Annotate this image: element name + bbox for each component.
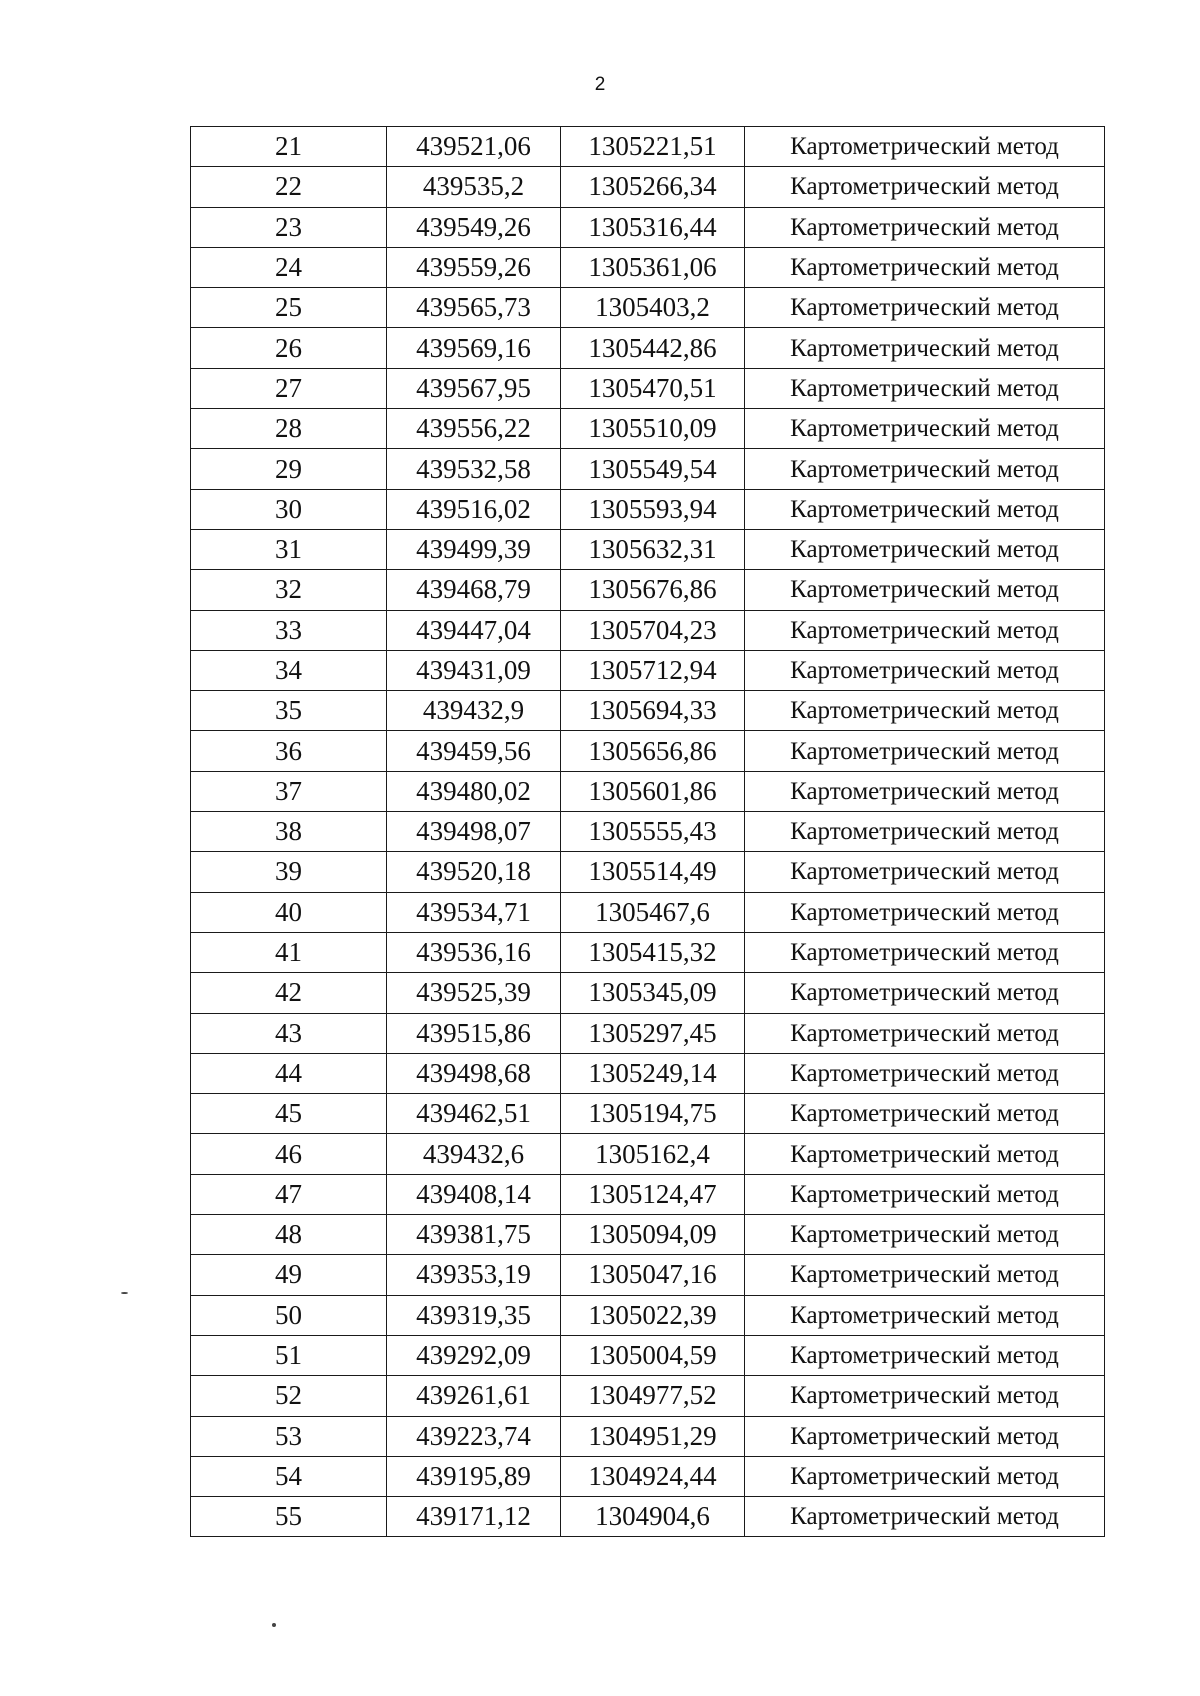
scan-speck [121, 1292, 128, 1294]
method-cell: Картометрический метод [745, 932, 1105, 972]
table-row [191, 529, 1105, 569]
point-number-cell: 32 [191, 570, 387, 610]
method-cell: Картометрический метод [745, 167, 1105, 207]
table-row [191, 207, 1105, 247]
x-coordinate-cell: 439565,73 [387, 288, 561, 328]
y-coordinate-cell: 1305676,86 [561, 570, 745, 610]
method-cell: Картометрический метод [745, 368, 1105, 408]
y-coordinate-cell: 1305249,14 [561, 1053, 745, 1093]
method-cell: Картометрический метод [745, 1174, 1105, 1214]
method-cell: Картометрический метод [745, 1295, 1105, 1335]
point-number-cell: 25 [191, 288, 387, 328]
x-coordinate-cell: 439292,09 [387, 1335, 561, 1375]
coordinates-table [190, 126, 1105, 1537]
x-coordinate-cell: 439569,16 [387, 328, 561, 368]
x-coordinate-cell: 439468,79 [387, 570, 561, 610]
y-coordinate-cell: 1305403,2 [561, 288, 745, 328]
y-coordinate-cell: 1305467,6 [561, 892, 745, 932]
y-coordinate-cell: 1305632,31 [561, 529, 745, 569]
point-number-cell: 46 [191, 1134, 387, 1174]
point-number-cell: 41 [191, 932, 387, 972]
point-number-cell: 38 [191, 812, 387, 852]
y-coordinate-cell: 1304951,29 [561, 1416, 745, 1456]
method-cell: Картометрический метод [745, 812, 1105, 852]
method-cell: Картометрический метод [745, 892, 1105, 932]
x-coordinate-cell: 439462,51 [387, 1094, 561, 1134]
table-row [191, 449, 1105, 489]
y-coordinate-cell: 1304924,44 [561, 1456, 745, 1496]
y-coordinate-cell: 1305704,23 [561, 610, 745, 650]
x-coordinate-cell: 439515,86 [387, 1013, 561, 1053]
y-coordinate-cell: 1305555,43 [561, 812, 745, 852]
x-coordinate-cell: 439516,02 [387, 489, 561, 529]
method-cell: Картометрический метод [745, 1376, 1105, 1416]
point-number-cell: 49 [191, 1255, 387, 1295]
point-number-cell: 37 [191, 771, 387, 811]
point-number-cell: 31 [191, 529, 387, 569]
point-number-cell: 29 [191, 449, 387, 489]
method-cell: Картометрический метод [745, 1255, 1105, 1295]
x-coordinate-cell: 439381,75 [387, 1215, 561, 1255]
method-cell: Картометрический метод [745, 610, 1105, 650]
table-row [191, 127, 1105, 167]
x-coordinate-cell: 439447,04 [387, 610, 561, 650]
point-number-cell: 21 [191, 127, 387, 167]
method-cell: Картометрический метод [745, 328, 1105, 368]
method-cell: Картометрический метод [745, 691, 1105, 731]
point-number-cell: 26 [191, 328, 387, 368]
y-coordinate-cell: 1305415,32 [561, 932, 745, 972]
point-number-cell: 45 [191, 1094, 387, 1134]
table-row [191, 489, 1105, 529]
method-cell: Картометрический метод [745, 489, 1105, 529]
table-row [191, 610, 1105, 650]
table-row [191, 288, 1105, 328]
method-cell: Картометрический метод [745, 288, 1105, 328]
table-row [191, 1174, 1105, 1214]
table-row [191, 328, 1105, 368]
point-number-cell: 47 [191, 1174, 387, 1214]
y-coordinate-cell: 1305047,16 [561, 1255, 745, 1295]
table-row [191, 1134, 1105, 1174]
table-row [191, 1416, 1105, 1456]
point-number-cell: 30 [191, 489, 387, 529]
x-coordinate-cell: 439535,2 [387, 167, 561, 207]
method-cell: Картометрический метод [745, 1456, 1105, 1496]
method-cell: Картометрический метод [745, 1094, 1105, 1134]
x-coordinate-cell: 439498,07 [387, 812, 561, 852]
x-coordinate-cell: 439521,06 [387, 127, 561, 167]
x-coordinate-cell: 439559,26 [387, 247, 561, 287]
y-coordinate-cell: 1305593,94 [561, 489, 745, 529]
x-coordinate-cell: 439171,12 [387, 1497, 561, 1537]
point-number-cell: 55 [191, 1497, 387, 1537]
method-cell: Картометрический метод [745, 529, 1105, 569]
x-coordinate-cell: 439525,39 [387, 973, 561, 1013]
table-row [191, 1053, 1105, 1093]
y-coordinate-cell: 1305316,44 [561, 207, 745, 247]
method-cell: Картометрический метод [745, 1497, 1105, 1537]
point-number-cell: 36 [191, 731, 387, 771]
x-coordinate-cell: 439498,68 [387, 1053, 561, 1093]
point-number-cell: 50 [191, 1295, 387, 1335]
y-coordinate-cell: 1305221,51 [561, 127, 745, 167]
y-coordinate-cell: 1305712,94 [561, 650, 745, 690]
method-cell: Картометрический метод [745, 207, 1105, 247]
y-coordinate-cell: 1305194,75 [561, 1094, 745, 1134]
method-cell: Картометрический метод [745, 1134, 1105, 1174]
method-cell: Картометрический метод [745, 771, 1105, 811]
table-row [191, 368, 1105, 408]
point-number-cell: 27 [191, 368, 387, 408]
y-coordinate-cell: 1305470,51 [561, 368, 745, 408]
x-coordinate-cell: 439549,26 [387, 207, 561, 247]
y-coordinate-cell: 1305004,59 [561, 1335, 745, 1375]
x-coordinate-cell: 439532,58 [387, 449, 561, 489]
x-coordinate-cell: 439261,61 [387, 1376, 561, 1416]
x-coordinate-cell: 439536,16 [387, 932, 561, 972]
table-row [191, 1376, 1105, 1416]
table-row [191, 812, 1105, 852]
method-cell: Картометрический метод [745, 1053, 1105, 1093]
y-coordinate-cell: 1305442,86 [561, 328, 745, 368]
x-coordinate-cell: 439534,71 [387, 892, 561, 932]
table-row [191, 1215, 1105, 1255]
coordinates-table-body [191, 127, 1105, 1537]
y-coordinate-cell: 1305694,33 [561, 691, 745, 731]
x-coordinate-cell: 439432,6 [387, 1134, 561, 1174]
point-number-cell: 48 [191, 1215, 387, 1255]
point-number-cell: 44 [191, 1053, 387, 1093]
y-coordinate-cell: 1305361,06 [561, 247, 745, 287]
x-coordinate-cell: 439195,89 [387, 1456, 561, 1496]
table-row [191, 1013, 1105, 1053]
table-row [191, 1255, 1105, 1295]
y-coordinate-cell: 1305549,54 [561, 449, 745, 489]
table-row [191, 167, 1105, 207]
table-row [191, 892, 1105, 932]
y-coordinate-cell: 1305656,86 [561, 731, 745, 771]
y-coordinate-cell: 1305124,47 [561, 1174, 745, 1214]
table-row [191, 771, 1105, 811]
method-cell: Картометрический метод [745, 409, 1105, 449]
y-coordinate-cell: 1304904,6 [561, 1497, 745, 1537]
table-row [191, 409, 1105, 449]
method-cell: Картометрический метод [745, 1335, 1105, 1375]
method-cell: Картометрический метод [745, 852, 1105, 892]
x-coordinate-cell: 439459,56 [387, 731, 561, 771]
y-coordinate-cell: 1304977,52 [561, 1376, 745, 1416]
scan-speck [272, 1623, 276, 1627]
y-coordinate-cell: 1305514,49 [561, 852, 745, 892]
x-coordinate-cell: 439432,9 [387, 691, 561, 731]
point-number-cell: 39 [191, 852, 387, 892]
method-cell: Картометрический метод [745, 973, 1105, 1013]
y-coordinate-cell: 1305094,09 [561, 1215, 745, 1255]
point-number-cell: 35 [191, 691, 387, 731]
y-coordinate-cell: 1305297,45 [561, 1013, 745, 1053]
point-number-cell: 33 [191, 610, 387, 650]
x-coordinate-cell: 439556,22 [387, 409, 561, 449]
table-row [191, 570, 1105, 610]
point-number-cell: 52 [191, 1376, 387, 1416]
y-coordinate-cell: 1305601,86 [561, 771, 745, 811]
method-cell: Картометрический метод [745, 247, 1105, 287]
y-coordinate-cell: 1305266,34 [561, 167, 745, 207]
table-row [191, 852, 1105, 892]
point-number-cell: 54 [191, 1456, 387, 1496]
table-row [191, 1497, 1105, 1537]
x-coordinate-cell: 439499,39 [387, 529, 561, 569]
point-number-cell: 23 [191, 207, 387, 247]
method-cell: Картометрический метод [745, 1013, 1105, 1053]
x-coordinate-cell: 439223,74 [387, 1416, 561, 1456]
point-number-cell: 28 [191, 409, 387, 449]
table-row [191, 932, 1105, 972]
point-number-cell: 40 [191, 892, 387, 932]
page-number: 2 [594, 74, 606, 95]
method-cell: Картометрический метод [745, 731, 1105, 771]
y-coordinate-cell: 1305510,09 [561, 409, 745, 449]
x-coordinate-cell: 439480,02 [387, 771, 561, 811]
point-number-cell: 34 [191, 650, 387, 690]
table-row [191, 731, 1105, 771]
table-row [191, 973, 1105, 1013]
y-coordinate-cell: 1305345,09 [561, 973, 745, 1013]
table-row [191, 650, 1105, 690]
table-row [191, 1094, 1105, 1134]
x-coordinate-cell: 439431,09 [387, 650, 561, 690]
point-number-cell: 42 [191, 973, 387, 1013]
point-number-cell: 53 [191, 1416, 387, 1456]
table-row [191, 1456, 1105, 1496]
x-coordinate-cell: 439353,19 [387, 1255, 561, 1295]
method-cell: Картометрический метод [745, 1416, 1105, 1456]
point-number-cell: 51 [191, 1335, 387, 1375]
table-row [191, 691, 1105, 731]
method-cell: Картометрический метод [745, 449, 1105, 489]
x-coordinate-cell: 439520,18 [387, 852, 561, 892]
x-coordinate-cell: 439567,95 [387, 368, 561, 408]
method-cell: Картометрический метод [745, 1215, 1105, 1255]
method-cell: Картометрический метод [745, 127, 1105, 167]
method-cell: Картометрический метод [745, 570, 1105, 610]
table-row [191, 1335, 1105, 1375]
table-row [191, 247, 1105, 287]
point-number-cell: 43 [191, 1013, 387, 1053]
y-coordinate-cell: 1305162,4 [561, 1134, 745, 1174]
table-row [191, 1295, 1105, 1335]
method-cell: Картометрический метод [745, 650, 1105, 690]
x-coordinate-cell: 439408,14 [387, 1174, 561, 1214]
y-coordinate-cell: 1305022,39 [561, 1295, 745, 1335]
point-number-cell: 22 [191, 167, 387, 207]
x-coordinate-cell: 439319,35 [387, 1295, 561, 1335]
point-number-cell: 24 [191, 247, 387, 287]
